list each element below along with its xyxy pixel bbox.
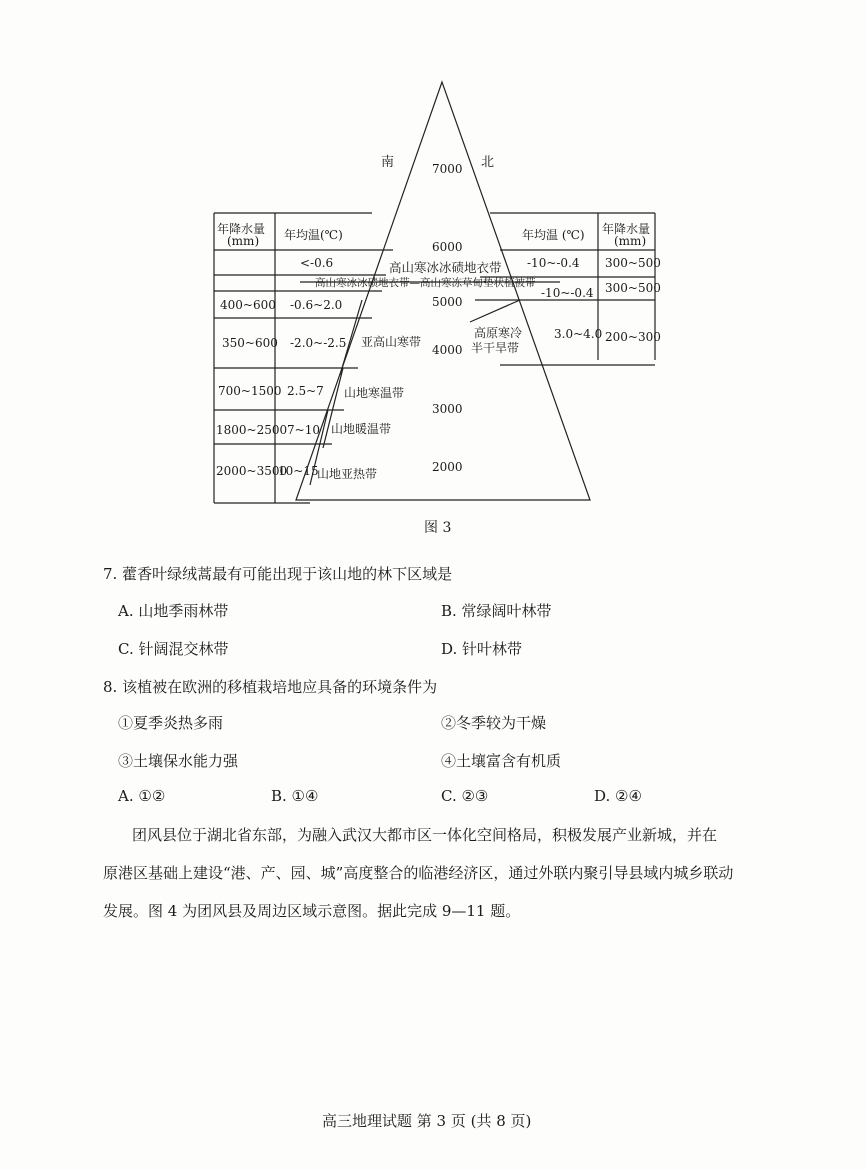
question-8-option-b: B. ①④ [271, 787, 319, 805]
question-7-option-d: D. 针叶林带 [441, 640, 523, 658]
left-temp-cell: -2.0~-2.5 [290, 336, 347, 350]
left-precip-cell: 1800~2500 [216, 423, 288, 437]
elevation-label: 3000 [432, 402, 463, 416]
passage-line-2: 原港区基础上建设“港、产、园、城”高度整合的临港经济区，通过外联内聚引导县域内城乡联动 [103, 864, 734, 882]
elevation-label: 7000 [432, 162, 463, 176]
left-temp-cell: -0.6~2.0 [290, 298, 343, 312]
right-precip-header: 年降水量 [602, 222, 651, 236]
question-8-statement-3: ③土壤保水能力强 [118, 752, 239, 770]
south-label: 南 [381, 155, 395, 170]
right-precip-cell: 200~300 [605, 330, 661, 344]
alpine-ice-lichen-zone-label: 高山寒冰冰碛地衣带 [389, 260, 502, 275]
question-8-statement-2: ②冬季较为干燥 [441, 714, 547, 732]
figure-caption: 图 3 [424, 520, 452, 536]
left-temp-header: 年均温(℃) [284, 228, 343, 242]
plateau-zone-label-line1: 高原寒冷 [474, 326, 523, 340]
right-precip-cell: 300~500 [605, 256, 661, 270]
left-temp-cell: <-0.6 [300, 256, 334, 270]
left-precip-unit: (mm) [227, 234, 260, 248]
left-temp-cell: 7~10 [287, 423, 320, 437]
question-8-stem: 8. 该植被在欧洲的移植栽培地应具备的环境条件为 [103, 678, 438, 696]
elevation-label: 6000 [432, 240, 463, 254]
question-7-option-c: C. 针阔混交林带 [118, 640, 229, 658]
north-label: 北 [481, 155, 495, 170]
passage-line-1: 团风县位于湖北省东部，为融入武汉大都市区一体化空间格局，积极发展产业新城，并在 [132, 826, 718, 844]
question-8-statement-1: ①夏季炎热多雨 [118, 714, 224, 732]
left-temp-cell: 10~15 [278, 464, 319, 478]
warm-temperate-zone-label: 山地暖温带 [331, 422, 392, 436]
left-precip-cell: 400~600 [220, 298, 276, 312]
right-temp-cell: -10~-0.4 [527, 256, 580, 270]
passage-line-3: 发展。图 4 为团风县及周边区域示意图。据此完成 9—11 题。 [103, 902, 521, 920]
alpine-transition-zone-label: 高山寒冰冰碛地衣带—高山寒冻草甸垫状植被带 [315, 277, 536, 289]
question-7-option-b: B. 常绿阔叶林带 [441, 602, 552, 620]
right-temp-cell: 3.0~4.0 [554, 327, 603, 341]
left-precip-header: 年降水量 [217, 222, 266, 236]
subtropical-zone-label: 山地亚热带 [317, 467, 378, 481]
question-8-option-d: D. ②④ [594, 787, 642, 805]
right-temp-header: 年均温 (℃) [522, 228, 585, 242]
right-precip-cell: 300~500 [605, 281, 661, 295]
cold-temperate-zone-label: 山地寒温带 [344, 386, 405, 400]
question-7-stem: 7. 藿香叶绿绒蒿最有可能出现于该山地的林下区域是 [103, 565, 453, 583]
left-precip-cell: 700~1500 [218, 384, 282, 398]
right-temp-cell: -10~-0.4 [541, 286, 594, 300]
elevation-label: 4000 [432, 343, 463, 357]
question-8-statement-4: ④土壤富含有机质 [441, 752, 562, 770]
question-8-option-a: A. ①② [118, 787, 166, 805]
subalpine-zone-label: 亚高山寒带 [361, 335, 422, 349]
page-footer: 高三地理试题 第 3 页 (共 8 页) [322, 1112, 532, 1130]
question-8-option-c: C. ②③ [441, 787, 489, 805]
left-temp-cell: 2.5~7 [287, 384, 324, 398]
question-7-option-a: A. 山地季雨林带 [118, 602, 229, 620]
left-precip-cell: 350~600 [222, 336, 278, 350]
elevation-label: 5000 [432, 295, 463, 309]
plateau-zone-label-line2: 半干旱带 [471, 341, 520, 355]
left-precip-cell: 2000~3500 [216, 464, 288, 478]
right-precip-unit: (mm) [614, 234, 647, 248]
elevation-label: 2000 [432, 460, 463, 474]
